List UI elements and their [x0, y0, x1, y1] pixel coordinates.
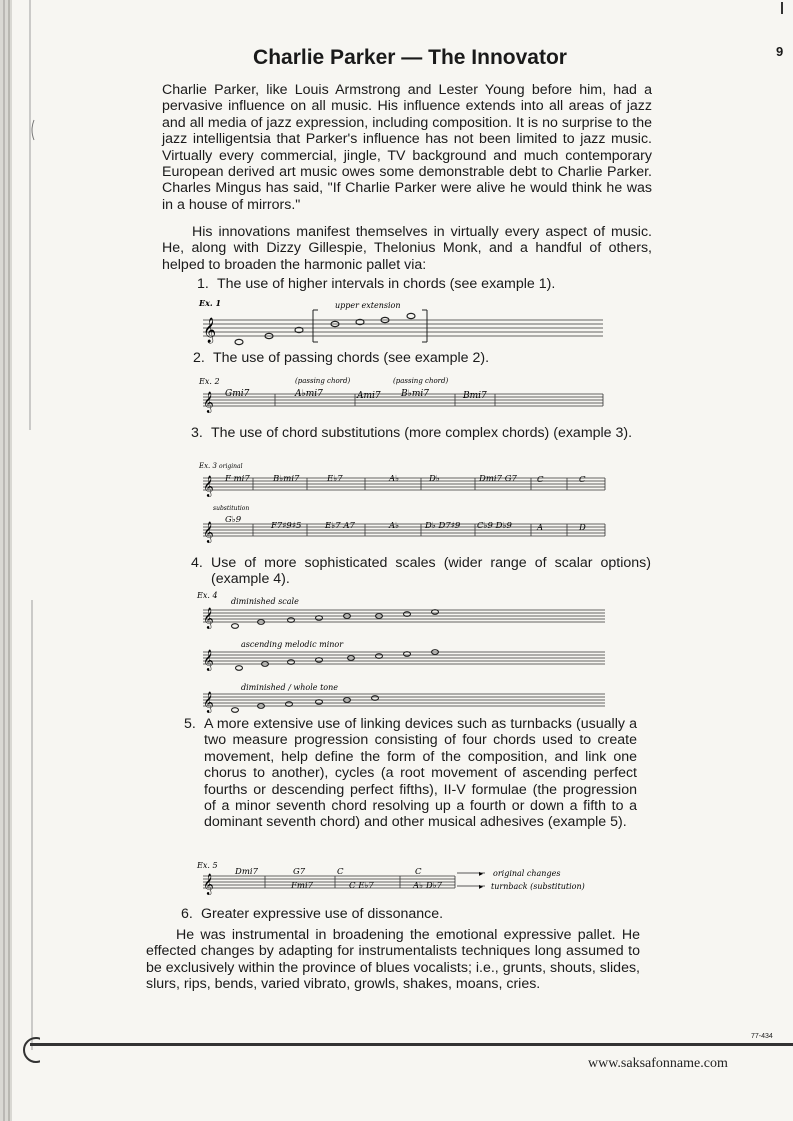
music-example-4: [195, 590, 610, 718]
arrow-right-icon: ▸: [479, 882, 484, 891]
list-number: 4.: [191, 555, 203, 571]
chord-symbol: C: [337, 867, 344, 877]
example-label: Ex. 3: [199, 462, 217, 470]
list-text: Greater expressive use of dissonance.: [201, 906, 444, 922]
closing-paragraph: He was instrumental in broadening the emotional expressive pallet. He effected changes by adapting for instrumentalists techniques long assumed to be exclusively within the province of blues vocalists; i.e., grunts, shouts, slides, slurs, rips, bends, varied vibrato, growls, shakes, moans, cries.: [146, 927, 640, 993]
chord-symbol: C: [537, 475, 544, 485]
annotation-text: upper extension: [335, 301, 401, 310]
music-example-3: [195, 460, 610, 548]
chord-symbol: A♭: [389, 521, 400, 531]
treble-clef-icon: 𝄞: [203, 522, 214, 543]
chord-symbol: E♭7: [327, 474, 343, 484]
list-number: 2.: [193, 350, 205, 366]
treble-clef-icon: 𝄞: [203, 608, 214, 629]
chord-symbol: A♭ D♭7: [413, 881, 443, 891]
original-changes-label: original changes: [493, 869, 561, 878]
example-label: Ex. 4: [197, 591, 218, 600]
page-title: Charlie Parker — The Innovator: [253, 46, 567, 69]
intro-paragraph-2: His innovations manifest themselves in virtually every aspect of music. He, along with Dizzy Gillespie, Thelonius Monk, and a handful of others, helped to broaden the harmonic pallet via:: [162, 224, 652, 273]
list-item-1: [197, 276, 617, 292]
catalog-number: 77-434: [751, 1033, 773, 1040]
example-label: Ex. 5: [197, 861, 218, 870]
chord-symbol: Gmi7: [225, 389, 250, 399]
chord-symbol: D♭: [429, 474, 440, 484]
chord-symbol: D: [579, 523, 586, 533]
scan-mark: [781, 2, 783, 14]
example-label: Ex. 1: [199, 298, 222, 308]
music-example-2: [195, 374, 610, 414]
binding-edge: [0, 0, 40, 1121]
chord-symbol: B♭mi7: [401, 389, 429, 399]
chord-symbol: Dmi7: [235, 867, 259, 877]
chord-symbol: G♭9: [225, 515, 242, 525]
list-item-2: [193, 350, 653, 366]
arrow-right-icon: ▸: [479, 869, 484, 878]
page-number: 9: [776, 44, 784, 59]
chord-symbol: C: [579, 475, 586, 485]
treble-clef-icon: 𝄞: [203, 692, 214, 713]
chord-symbol: F7♯9♯5: [271, 521, 302, 531]
turnback-label: turnback (substitution): [491, 882, 585, 891]
list-item-5: [184, 716, 637, 831]
scale-label: ascending melodic minor: [241, 640, 344, 649]
chord-symbol: F mi7: [225, 474, 250, 484]
source-website: www.saksafonname.com: [588, 1056, 728, 1071]
annotation-text: (passing chord): [393, 377, 449, 385]
chord-symbol: A: [537, 523, 544, 533]
music-example-1: [195, 296, 610, 348]
list-text: A more extensive use of linking devices such as turnbacks (usually a two measure progression consisting of four chords used to create movement, help define the form of the composition, and link one chorus to another), cycles (a root movement of ascending perfect fourths or descending perfect fifths), II-V formulae (the progression of a minor seventh chord resolving up a fourth or down a fifth to a dominant seventh chord) and other musical adhesives (example 5).: [204, 716, 637, 831]
list-text: The use of passing chords (see example 2).: [213, 350, 490, 366]
list-text: Use of more sophisticated scales (wider range of scalar options) (example 4).: [211, 555, 651, 588]
chord-symbol: C E♭7: [349, 881, 374, 891]
treble-clef-icon: 𝄞: [203, 318, 217, 343]
chord-symbol: A♭: [389, 474, 400, 484]
chord-symbol: C: [415, 867, 422, 877]
list-text: The use of chord substitutions (more complex chords) (example 3).: [211, 425, 633, 441]
chord-symbol: B♭mi7: [273, 474, 300, 484]
treble-clef-icon: 𝄞: [203, 392, 214, 413]
original-label: original: [219, 463, 243, 470]
chord-symbol: Ami7: [357, 391, 381, 401]
list-number: 6.: [181, 906, 193, 922]
scale-label: diminished / whole tone: [241, 683, 338, 692]
chord-symbol: Dmi7 G7: [479, 474, 517, 484]
chord-symbol: E♭7 A7: [325, 521, 355, 531]
substitution-label: substitution: [213, 505, 250, 512]
chord-symbol: A♭mi7: [295, 389, 323, 399]
music-example-5: [195, 858, 615, 902]
list-item-3: [191, 425, 651, 441]
treble-clef-icon: 𝄞: [203, 476, 214, 497]
example-label: Ex. 2: [199, 377, 220, 386]
chord-symbol: G7: [293, 867, 306, 877]
list-item-4: [191, 555, 651, 588]
list-number: 5.: [184, 716, 196, 732]
list-text: The use of higher intervals in chords (see example 1).: [217, 276, 556, 292]
chord-symbol: Fmi7: [291, 881, 314, 891]
chord-symbol: C♭9 D♭9: [477, 521, 512, 531]
list-item-6: [181, 906, 641, 922]
annotation-text: (passing chord): [295, 377, 351, 385]
list-number: 1.: [197, 276, 209, 292]
list-number: 3.: [191, 425, 203, 441]
chord-symbol: Bmi7: [463, 391, 487, 401]
page-footer-rule: [30, 1043, 793, 1046]
treble-clef-icon: 𝄞: [203, 874, 214, 895]
intro-paragraph-1: Charlie Parker, like Louis Armstrong and Lester Young before him, had a pervasive influence on all music. His influence extends into all areas of jazz and all media of jazz expression, including composition. It is no surprise to the jazz intelligentsia that Parker's influence has not been limited to jazz music. Virtually every commercial, jingle, TV background and much contemporary European derived art music owes some demonstrable debt to Charlie Parker. Charles Mingus has said, "If Charlie Parker were alive he would think he was in a house of mirrors.": [162, 82, 652, 213]
chord-symbol: D♭ D7♯9: [425, 521, 461, 531]
scale-label: diminished scale: [231, 597, 299, 606]
treble-clef-icon: 𝄞: [203, 650, 214, 671]
